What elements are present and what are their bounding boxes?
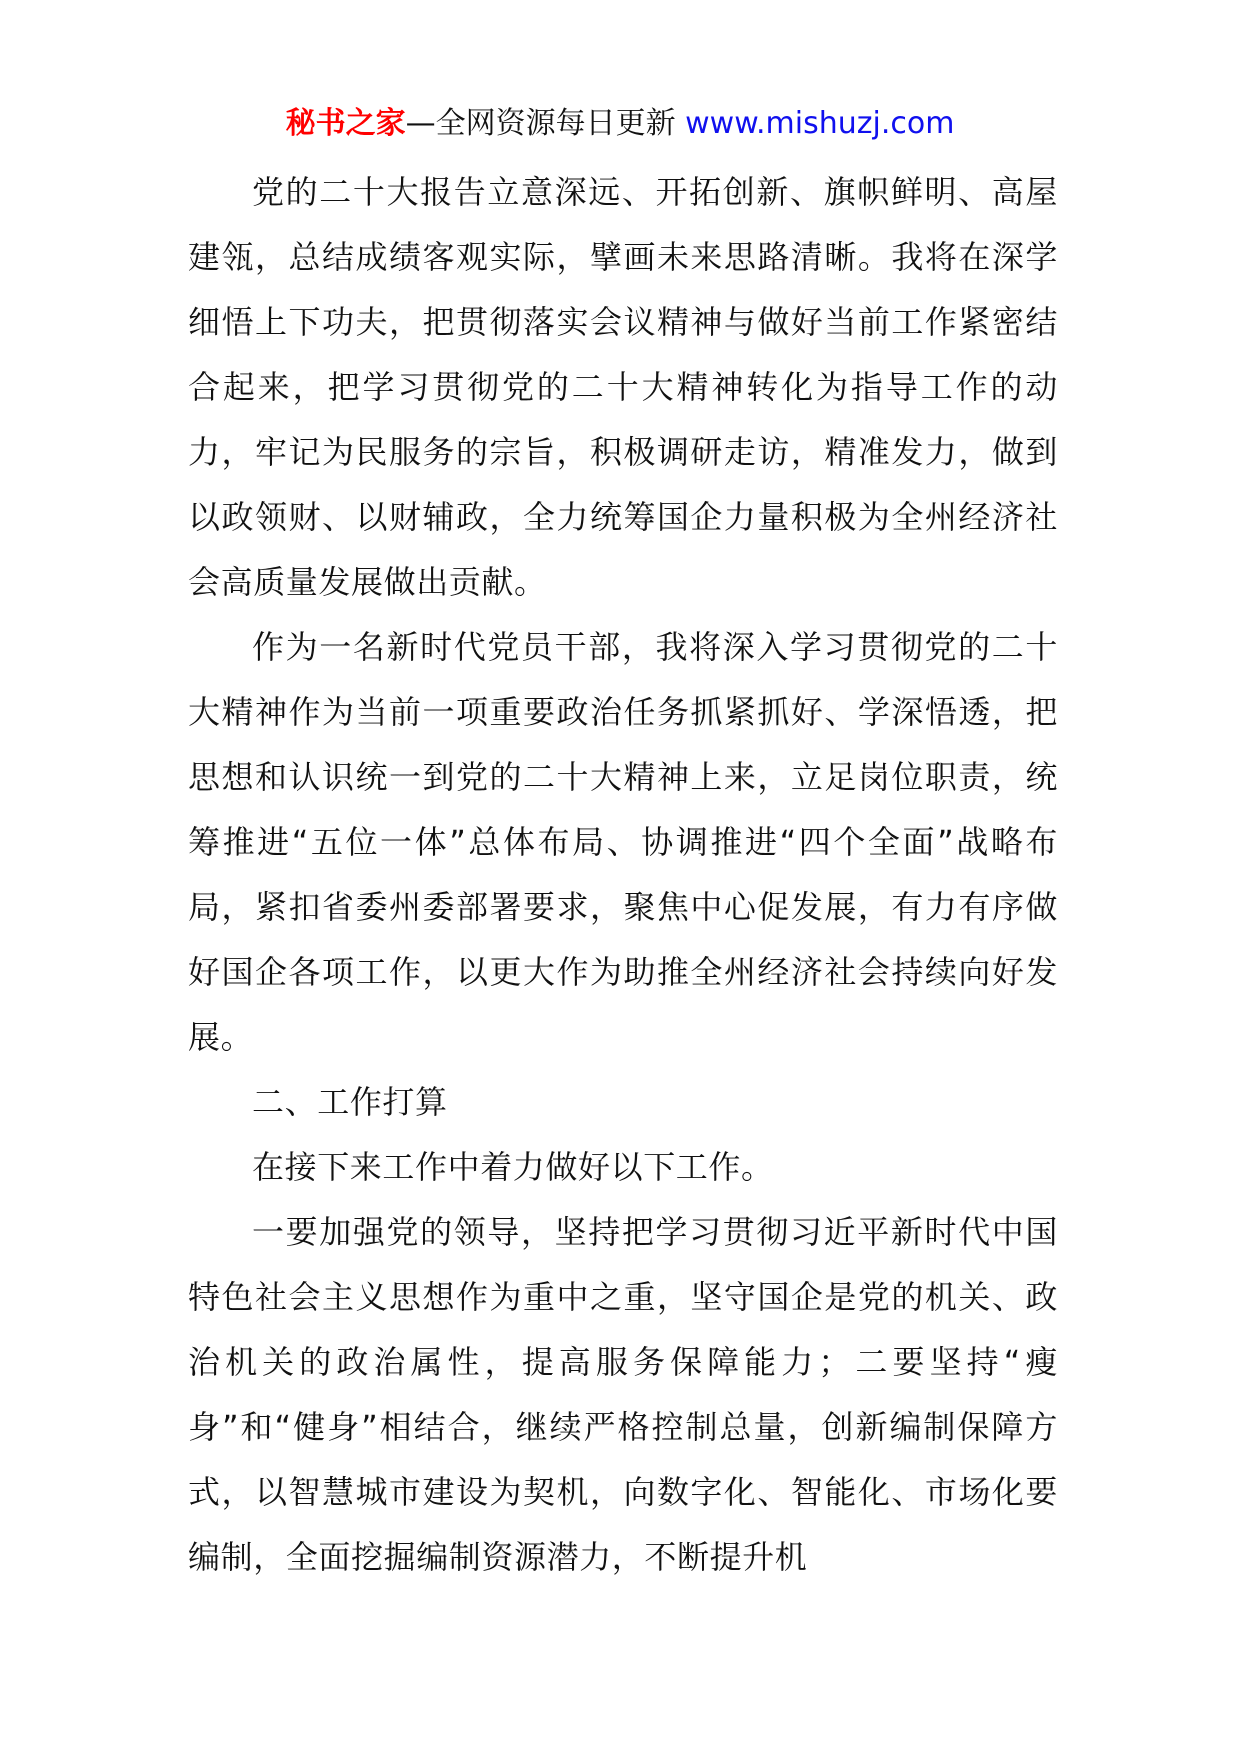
page-header [0,100,1240,148]
paragraph: 党的二十大报告立意深远、开拓创新、旗帜鲜明、高屋建瓴，总结成绩客观实际，擘画未来思路清晰。我将在深学细悟上下功夫，把贯彻落实会议精神与做好当前工作紧密结合起来，把学习贯彻党的二十大精神转化为指导工作的动力，牢记为民服务的宗旨，积极调研走访，精准发力，做到以政领财、以财辅政，全力统筹国企力量积极为全州经济社会高质量发展做出贡献。 [188,173,1058,601]
paragraph: 一要加强党的领导，坚持把学习贯彻习近平新时代中国特色社会主义思想作为重中之重，坚守国企是党的机关、政治机关的政治属性，提高服务保障能力；二要坚持“瘦身”和“健身”相结合，继续严格控制总量，创新编制保障方式，以智慧城市建设为契机，向数字化、智能化、市场化要编制，全面挖掘编制资源潜力，不断提升机 [188,1213,1058,1576]
section-heading: 二、工作打算 [252,1083,448,1121]
document-body [188,160,1058,1590]
header-tagline: —全网资源每日更新 [405,106,686,141]
paragraph: 作为一名新时代党员干部，我将深入学习贯彻党的二十大精神作为当前一项重要政治任务抓紧抓好、学深悟透，把思想和认识统一到党的二十大精神上来，立足岗位职责，统筹推进“五位一体”总体布局、协调推进“四个全面”战略布局，紧扣省委州委部署要求，聚焦中心促发展，有力有序做好国企各项工作，以更大作为助推全州经济社会持续向好发展。 [188,628,1058,1056]
paragraph: 在接下来工作中着力做好以下工作。 [252,1148,774,1186]
brand-name: 秘书之家 [285,106,406,141]
website-link[interactable]: www.mishuzj.com [685,106,955,141]
